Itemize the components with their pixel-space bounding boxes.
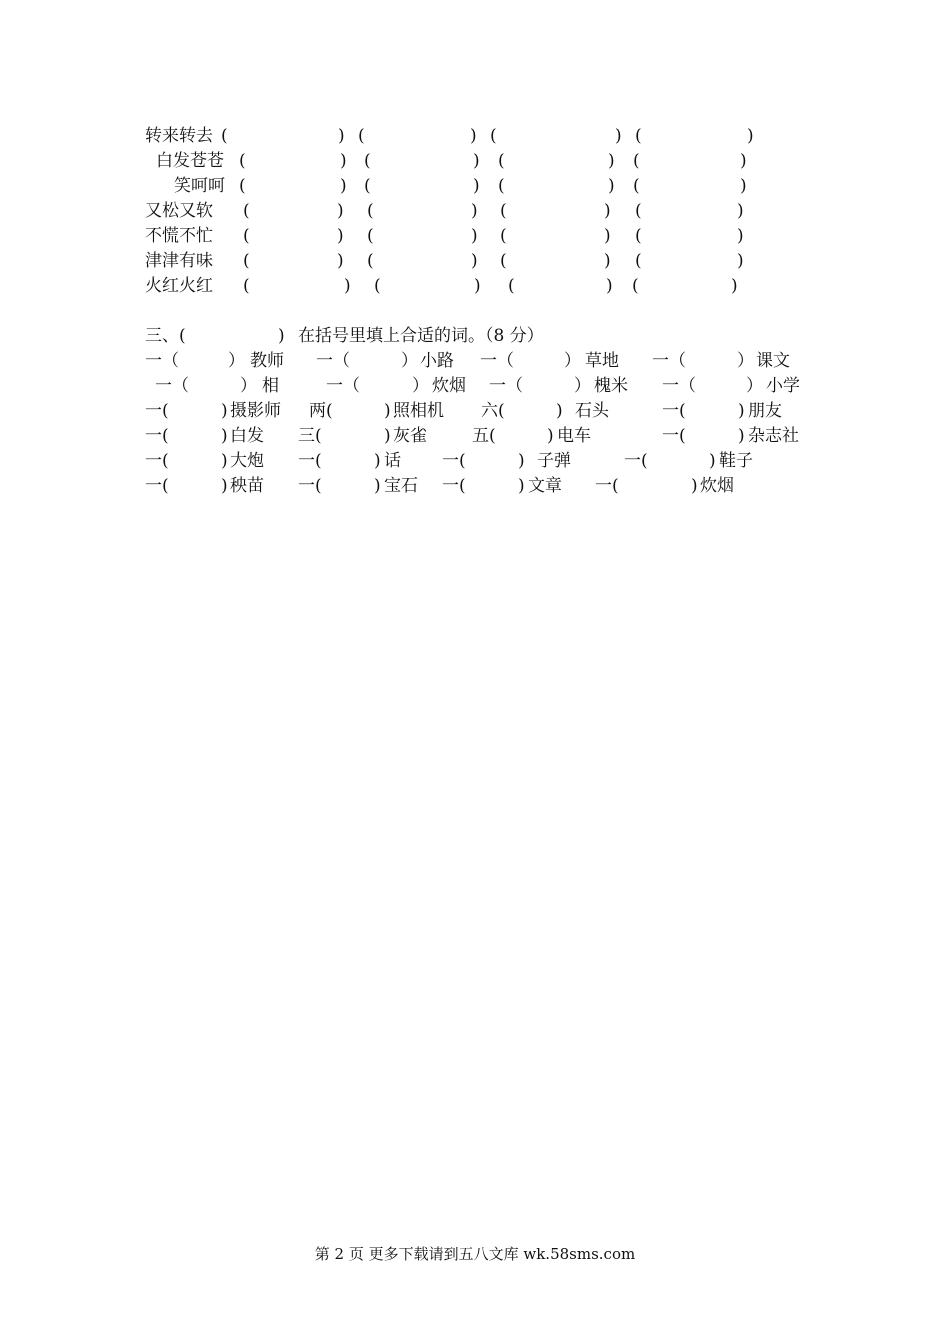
expand-row <box>0 149 950 173</box>
noun: 草地 <box>585 351 619 371</box>
close-paren: ) <box>384 401 391 421</box>
close-paren: ) <box>221 401 228 421</box>
measure-word-row <box>0 474 950 498</box>
measure-prefix: 五( <box>472 426 496 446</box>
measure-prefix: 一（ <box>326 376 360 396</box>
open-paren: ( <box>367 226 374 246</box>
noun: 照相机 <box>393 401 444 421</box>
open-paren: ( <box>364 176 371 196</box>
open-paren: ( <box>635 226 642 246</box>
term: 不慌不忙 <box>145 226 213 246</box>
measure-prefix: 六( <box>481 401 505 421</box>
open-paren: ( <box>243 226 250 246</box>
close-paren: ) <box>221 426 228 446</box>
noun: 炊烟 <box>700 476 734 496</box>
close-paren: ) <box>740 151 747 171</box>
noun: 摄影师 <box>230 401 281 421</box>
open-paren: ( <box>635 251 642 271</box>
expand-row <box>0 124 950 148</box>
open-paren: ( <box>490 126 497 146</box>
close-paren: ) <box>604 226 611 246</box>
close-paren: ) <box>473 151 480 171</box>
close-paren: ) <box>747 126 754 146</box>
open-paren: ( <box>633 176 640 196</box>
noun: 秧苗 <box>230 476 264 496</box>
measure-prefix: 一( <box>442 451 466 471</box>
measure-prefix: 一( <box>145 401 169 421</box>
open-paren: ( <box>239 151 246 171</box>
close-paren: ) <box>737 251 744 271</box>
term: 津津有味 <box>145 251 213 271</box>
close-paren: ） <box>737 351 754 371</box>
close-paren: ) <box>473 176 480 196</box>
close-paren: ) <box>738 426 745 446</box>
noun: 宝石 <box>384 476 418 496</box>
open-paren: ( <box>243 276 250 296</box>
open-paren: ( <box>243 251 250 271</box>
open-paren: ( <box>635 201 642 221</box>
open-paren: ( <box>632 276 639 296</box>
measure-word-row <box>0 399 950 423</box>
close-paren: ） <box>228 351 245 371</box>
measure-prefix: 一( <box>624 451 648 471</box>
close-paren: ) <box>337 201 344 221</box>
open-paren: ( <box>358 126 365 146</box>
close-paren: ) <box>374 451 381 471</box>
noun: 文章 <box>528 476 562 496</box>
measure-prefix: 一（ <box>489 376 523 396</box>
measure-prefix: 一（ <box>480 351 514 371</box>
open-paren: ( <box>374 276 381 296</box>
measure-prefix: 一( <box>442 476 466 496</box>
close-paren: ) <box>337 251 344 271</box>
close-paren: ） <box>564 351 581 371</box>
close-paren: ) <box>606 276 613 296</box>
close-paren: ） <box>746 376 763 396</box>
noun: 课文 <box>756 351 790 371</box>
measure-prefix: 一( <box>145 476 169 496</box>
noun: 灰雀 <box>393 426 427 446</box>
noun: 石头 <box>575 401 609 421</box>
close-paren: ) <box>737 201 744 221</box>
close-paren: ) <box>471 251 478 271</box>
open-paren: ( <box>635 126 642 146</box>
measure-prefix: 一( <box>145 451 169 471</box>
measure-prefix: 三( <box>298 426 322 446</box>
close-paren: ) <box>547 426 554 446</box>
close-paren: ) <box>337 226 344 246</box>
measure-prefix: 一( <box>298 476 322 496</box>
close-paren: ） <box>412 376 429 396</box>
close-paren: ） <box>401 351 418 371</box>
term: 白发苍苍 <box>156 151 224 171</box>
noun: 小路 <box>420 351 454 371</box>
measure-prefix: 一（ <box>155 376 189 396</box>
noun: 槐米 <box>594 376 628 396</box>
close-paren: ) <box>731 276 738 296</box>
open-paren: ( <box>498 151 505 171</box>
noun: 话 <box>384 451 401 471</box>
measure-prefix: 一( <box>662 401 686 421</box>
measure-word-row <box>0 349 950 373</box>
term: 火红火红 <box>145 276 213 296</box>
close-paren: ) <box>384 426 391 446</box>
noun: 白发 <box>230 426 264 446</box>
measure-prefix: 一( <box>145 426 169 446</box>
close-paren: ) <box>615 126 622 146</box>
close-paren: ) <box>471 201 478 221</box>
heading-text: 在括号里填上合适的词。（8 分） <box>298 326 544 346</box>
noun: 电车 <box>557 426 591 446</box>
measure-word-row <box>0 424 950 448</box>
close-paren: ) <box>344 276 351 296</box>
close-paren: ) <box>709 451 716 471</box>
close-paren: ) <box>278 326 285 346</box>
close-paren: ) <box>608 151 615 171</box>
expand-row <box>0 174 950 198</box>
close-paren: ) <box>470 126 477 146</box>
noun: 小学 <box>766 376 800 396</box>
noun: 朋友 <box>748 401 782 421</box>
open-paren: ( <box>364 151 371 171</box>
expand-row <box>0 249 950 273</box>
close-paren: ) <box>340 151 347 171</box>
measure-prefix: 两( <box>309 401 333 421</box>
measure-word-row <box>0 449 950 473</box>
close-paren: ) <box>518 476 525 496</box>
measure-prefix: 一( <box>298 451 322 471</box>
open-paren: ( <box>239 176 246 196</box>
open-paren: ( <box>500 226 507 246</box>
close-paren: ) <box>221 476 228 496</box>
expand-row <box>0 199 950 223</box>
open-paren: ( <box>367 251 374 271</box>
expand-row <box>0 274 950 298</box>
close-paren: ) <box>221 451 228 471</box>
term: 转来转去 <box>145 126 213 146</box>
heading-prefix: 三、( <box>145 326 186 346</box>
close-paren: ) <box>340 176 347 196</box>
section-heading <box>0 324 950 348</box>
close-paren: ) <box>556 401 563 421</box>
measure-prefix: 一( <box>595 476 619 496</box>
close-paren: ) <box>374 476 381 496</box>
close-paren: ) <box>737 226 744 246</box>
close-paren: ) <box>474 276 481 296</box>
noun: 相 <box>262 376 279 396</box>
open-paren: ( <box>633 151 640 171</box>
open-paren: ( <box>500 201 507 221</box>
open-paren: ( <box>367 201 374 221</box>
measure-prefix: 一（ <box>652 351 686 371</box>
close-paren: ） <box>240 376 257 396</box>
open-paren: ( <box>500 251 507 271</box>
close-paren: ) <box>518 451 525 471</box>
noun: 教师 <box>250 351 284 371</box>
measure-prefix: 一（ <box>316 351 350 371</box>
close-paren: ) <box>604 251 611 271</box>
noun: 炊烟 <box>432 376 466 396</box>
open-paren: ( <box>508 276 515 296</box>
close-paren: ） <box>574 376 591 396</box>
open-paren: ( <box>221 126 228 146</box>
open-paren: ( <box>243 201 250 221</box>
close-paren: ) <box>604 201 611 221</box>
close-paren: ) <box>338 126 345 146</box>
noun: 杂志社 <box>748 426 799 446</box>
close-paren: ) <box>608 176 615 196</box>
page-footer: 第 2 页 更多下载请到五八文库 wk.58sms.com <box>314 1245 636 1263</box>
open-paren: ( <box>498 176 505 196</box>
noun: 大炮 <box>230 451 264 471</box>
noun: 鞋子 <box>719 451 753 471</box>
close-paren: ) <box>738 401 745 421</box>
expand-row <box>0 224 950 248</box>
close-paren: ) <box>691 476 698 496</box>
close-paren: ) <box>471 226 478 246</box>
term: 笑呵呵 <box>174 176 225 196</box>
measure-prefix: 一( <box>662 426 686 446</box>
close-paren: ) <box>740 176 747 196</box>
measure-word-row <box>0 374 950 398</box>
measure-prefix: 一（ <box>145 351 179 371</box>
term: 又松又软 <box>145 201 213 221</box>
noun: 子弹 <box>537 451 571 471</box>
measure-prefix: 一（ <box>662 376 696 396</box>
